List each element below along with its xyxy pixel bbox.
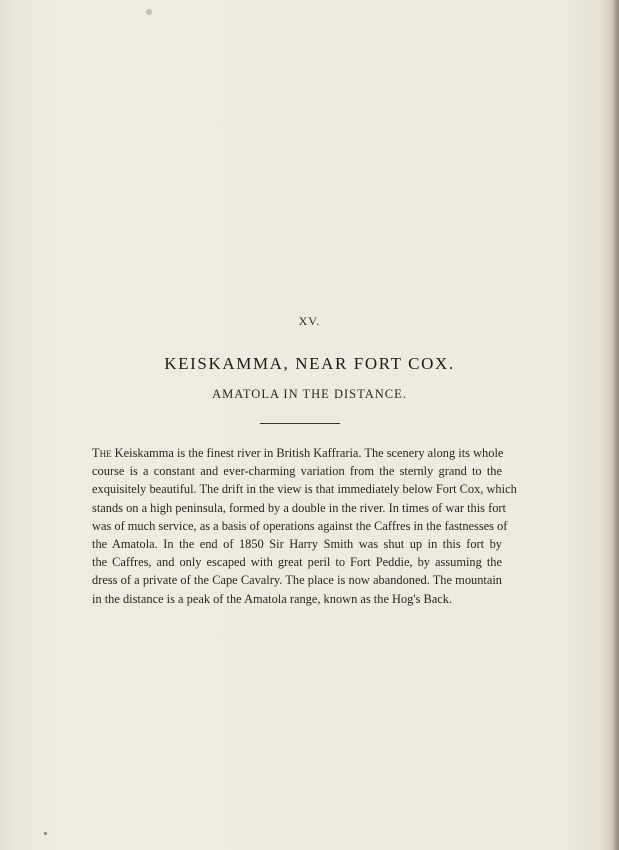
- plate-numeral: XV.: [298, 314, 321, 328]
- paragraph-line: dress of a private of the Cape Cavalry. The place is now abandoned. The mountain: [92, 573, 502, 588]
- paragraph-line: the Caffres, and only escaped with great peril to Fort Peddie, by assuming the: [92, 555, 502, 570]
- paragraph-line: was of much service, as a basis of operations against the Caffres in the fastnesses of: [92, 518, 508, 533]
- paragraph-line: in the distance is a peak of the Amatola range, known as the Hog's Back.: [92, 591, 453, 606]
- paragraph-line-text: Keiskamma is the finest river in British Kaffraria. The scenery along its whole: [111, 446, 504, 460]
- paragraph-line: course is a constant and ever-charming variation from the sternly grand to the: [92, 464, 502, 479]
- plate-title: KEISKAMMA, NEAR FORT COX.: [164, 354, 455, 373]
- paragraph-lead-word: The: [92, 446, 112, 460]
- page-edge-shadow: [612, 0, 619, 850]
- paragraph-line: the Amatola. In the end of 1850 Sir Harry Smith was shut up in this fort by: [92, 537, 502, 552]
- paragraph-line: [92, 444, 502, 462]
- paragraph-line: stands on a high peninsula, formed by a double in the river. In times of war this fort: [92, 500, 506, 515]
- paragraph-line: exquisitely beautiful. The drift in the view is that immediately below Fort Cox, which: [92, 482, 517, 497]
- plate-subtitle: AMATOLA IN THE DISTANCE.: [212, 387, 407, 401]
- divider-rule: [260, 423, 340, 424]
- paper-speck: [146, 9, 152, 15]
- description-paragraph: [92, 444, 517, 608]
- paper-speck: [44, 832, 47, 835]
